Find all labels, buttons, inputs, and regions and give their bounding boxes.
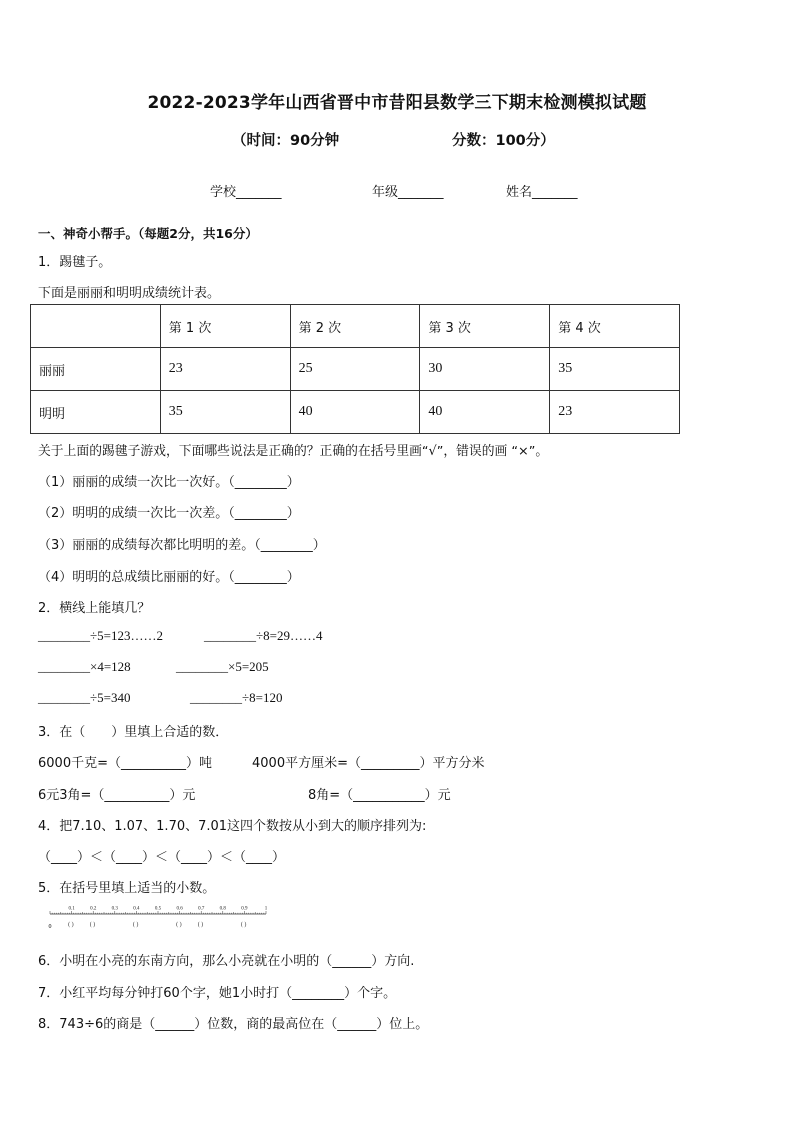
ruler-label: 1 bbox=[264, 906, 268, 912]
grade-field: 年级_______ bbox=[372, 185, 444, 200]
q2-label: 2．横线上能填几？ bbox=[38, 601, 151, 616]
school-field: 学校_______ bbox=[210, 185, 282, 200]
exam-score: 分数：100分） bbox=[452, 133, 555, 149]
q3-label: 3．在（ ）里填上合适的数． bbox=[38, 725, 229, 740]
ruler-label: 0.2 bbox=[90, 906, 97, 912]
q1-item-3: （3）丽丽的成绩每次都比明明的差。（________） bbox=[38, 538, 326, 553]
table-header-cell bbox=[31, 305, 161, 348]
page-title: 2022-2023学年山西省晋中市昔阳县数学三下期末检测模拟试题 bbox=[147, 93, 647, 113]
table-cell-name: 丽丽 bbox=[31, 348, 161, 391]
table-header-cell: 第 2 次 bbox=[290, 305, 420, 348]
table-header-cell: 第 3 次 bbox=[420, 305, 550, 348]
table-cell: 35 bbox=[160, 391, 290, 434]
table-row bbox=[31, 348, 680, 391]
exam-time: （时间：90分钟 bbox=[232, 133, 340, 149]
q2-eq-3a: ________÷5=340 bbox=[38, 690, 131, 705]
score-table bbox=[30, 304, 680, 434]
ruler-label: 0.3 bbox=[111, 906, 118, 912]
q4-label: 4．把7.10、1.07、1.70、7.01这四个数按从小到大的顺序排列为: bbox=[38, 819, 427, 834]
q1-item-2: （2）明明的成绩一次比一次差。（________） bbox=[38, 506, 300, 521]
section-1-title: 一、神奇小帮手。（每题2分，共16分） bbox=[38, 226, 258, 241]
q6-label: 6．小明在小亮的东南方向，那么小亮就在小明的（______）方向. bbox=[38, 954, 415, 969]
q1-item-1: （1）丽丽的成绩一次比一次好。（________） bbox=[38, 475, 300, 490]
q2-eq-2b: ________×5=205 bbox=[176, 659, 269, 674]
q3-item-d: 8角=（___________）元 bbox=[308, 788, 451, 803]
q7-label: 7．小红平均每分钟打60个字，她1小时打（________）个字。 bbox=[38, 986, 397, 1001]
q5-label: 5．在括号里填上适当的小数。 bbox=[38, 881, 216, 896]
q3-item-b: 4000平方厘米=（_________）平方分米 bbox=[252, 756, 485, 771]
table-cell: 25 bbox=[290, 348, 420, 391]
ruler-label: 0.7 bbox=[198, 906, 205, 912]
ruler-answer-bracket: ( ) bbox=[240, 922, 247, 928]
q8-label: 8．743÷6的商是（______）位数，商的最高位在（______）位上。 bbox=[38, 1017, 429, 1032]
q2-eq-3b: ________÷8=120 bbox=[190, 690, 283, 705]
table-cell: 30 bbox=[420, 348, 550, 391]
ruler-answer-bracket: ( ) bbox=[89, 922, 96, 928]
q2-eq-1a: ________÷5=123……2 bbox=[38, 628, 163, 643]
table-cell: 40 bbox=[420, 391, 550, 434]
q2-eq-1b: ________÷8=29……4 bbox=[204, 628, 323, 643]
ruler-answer-bracket: ( ) bbox=[132, 922, 139, 928]
table-header-cell: 第 1 次 bbox=[160, 305, 290, 348]
ruler-label: 0.1 bbox=[68, 906, 75, 912]
q1-label: 1．踢毽子。 bbox=[38, 255, 112, 270]
ruler-answer-bracket: ( ) bbox=[68, 922, 74, 928]
table-row bbox=[31, 391, 680, 434]
q1-item-4: （4）明明的总成绩比丽丽的好。（________） bbox=[38, 570, 300, 585]
q3-item-c: 6元3角=（__________）元 bbox=[38, 788, 196, 803]
table-cell-name: 明明 bbox=[31, 391, 161, 434]
ruler-zero-label: 0 bbox=[48, 924, 52, 930]
q1-intro: 下面是丽丽和明明成绩统计表。 bbox=[38, 286, 221, 301]
ruler-label: 0.5 bbox=[154, 906, 162, 912]
number-line bbox=[44, 904, 274, 936]
table-cell: 23 bbox=[160, 348, 290, 391]
ruler-label: 0.4 bbox=[133, 906, 140, 912]
ruler-answer-bracket: ( ) bbox=[176, 922, 182, 928]
table-cell: 35 bbox=[550, 348, 680, 391]
name-field: 姓名_______ bbox=[506, 185, 578, 200]
table-cell: 40 bbox=[290, 391, 420, 434]
ruler-label: 0.6 bbox=[176, 906, 183, 912]
table-header-row bbox=[31, 305, 680, 348]
ruler-label: 0.9 bbox=[241, 906, 248, 912]
ruler-label: 0.8 bbox=[219, 906, 226, 912]
q4-answer: （____）＜（____）＜（____）＜（____） bbox=[38, 850, 286, 865]
q3-item-a: 6000千克=（__________）吨 bbox=[38, 756, 212, 771]
q1-question: 关于上面的踢毽子游戏，下面哪些说法是正确的？正确的在括号里画“√”，错误的画 “×”。 bbox=[38, 444, 549, 459]
q2-eq-2a: ________×4=128 bbox=[38, 659, 131, 674]
table-header-cell: 第 4 次 bbox=[550, 305, 680, 348]
table-cell: 23 bbox=[550, 391, 680, 434]
ruler-answer-bracket: ( ) bbox=[197, 922, 204, 928]
